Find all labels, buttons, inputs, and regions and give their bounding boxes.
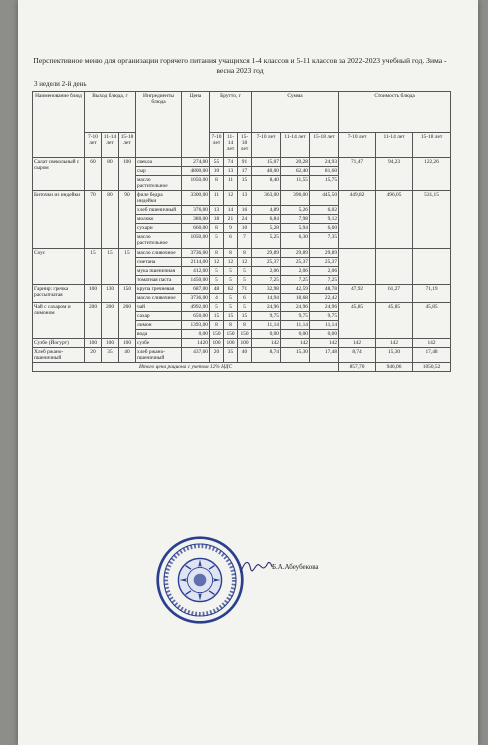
menu-table-body (33, 158, 451, 363)
ingredient-sum: 0,00 (281, 329, 310, 338)
ingredient-price: 412,00 (182, 266, 210, 275)
ingredient-price: 376,00 (182, 206, 210, 215)
ingredient-brutto: 10 (210, 167, 224, 176)
subheader-cell: 7-10 лет (252, 133, 281, 158)
dish-yield: 100 (85, 284, 102, 302)
dish-cost: 94,23 (376, 158, 413, 191)
ingredient-sum: 25,37 (281, 257, 310, 266)
ingredient-brutto: 40 (238, 348, 252, 363)
header-cost: Стоимость блюда (339, 92, 451, 133)
ingredient-brutto: 74 (224, 158, 238, 167)
ingredient-sum: 8,74 (252, 348, 281, 363)
ingredient-sum: 48,00 (252, 167, 281, 176)
dish-cost: 449,82 (339, 191, 376, 248)
ingredient-brutto: 20 (210, 348, 224, 363)
dish-name: Хлеб ржано-пшеничный (33, 348, 85, 363)
dish-yield: 15 (119, 248, 136, 284)
ingredient-brutto: 15 (238, 311, 252, 320)
dish-yield: 100 (119, 158, 136, 191)
ingredient-sum: 363,00 (252, 191, 281, 206)
total-value: 857,70 (339, 363, 376, 372)
signer-name: Б.А.Абеубекова (272, 563, 319, 571)
subheader-cell: 11-14 лет (224, 133, 238, 158)
dish-name: Салат свекольный с сыром (33, 158, 85, 191)
official-seal-stamp (155, 535, 245, 625)
subheader-cell: 11-14 лет (281, 133, 310, 158)
ingredient-sum: 5,94 (281, 224, 310, 233)
ingredient-brutto: 71 (238, 284, 252, 293)
dish-yield: 80 (102, 158, 119, 191)
ingredient-sum: 9,12 (310, 215, 339, 224)
dish-cost: 15,30 (376, 348, 413, 363)
dish-name: Сузбе (Йогурт) (33, 338, 85, 347)
ingredient-brutto: 5 (238, 275, 252, 284)
ingredient-brutto: 8 (224, 248, 238, 257)
ingredient-sum: 15,75 (310, 176, 339, 191)
ingredient-price: 687,00 (182, 284, 210, 293)
ingredient-name: чай (136, 302, 182, 311)
ingredient-sum: 7,25 (281, 275, 310, 284)
ingredient-brutto: 5 (210, 233, 224, 248)
ingredient-price: 1420 (182, 338, 210, 347)
ingredient-name: масло растительное (136, 176, 182, 191)
total-row (33, 363, 451, 372)
ingredient-sum: 2,06 (281, 266, 310, 275)
ingredient-sum: 62,40 (281, 167, 310, 176)
ingredient-sum: 24,96 (281, 302, 310, 311)
ingredient-sum: 25,37 (310, 257, 339, 266)
ingredient-brutto: 62 (224, 284, 238, 293)
ingredient-brutto: 6 (224, 233, 238, 248)
ingredient-brutto: 11 (224, 176, 238, 191)
dish-yield: 60 (85, 158, 102, 191)
dish-cost: 45,85 (413, 302, 451, 338)
ingredient-brutto: 15 (224, 311, 238, 320)
ingredient-brutto: 35 (224, 348, 238, 363)
header-price: Цена (182, 92, 210, 158)
dish-yield: 200 (85, 302, 102, 338)
ingredient-brutto: 5 (238, 266, 252, 275)
ingredient-brutto: 100 (224, 338, 238, 347)
ingredient-brutto: 15 (210, 311, 224, 320)
ingredient-sum: 2,06 (252, 266, 281, 275)
dish-cost: 142 (413, 338, 451, 347)
ingredient-price: 660,00 (182, 224, 210, 233)
ingredient-brutto: 48 (210, 284, 224, 293)
ingredient-sum: 4,89 (252, 206, 281, 215)
ingredient-sum: 22,42 (310, 293, 339, 302)
table-row (33, 191, 451, 206)
ingredient-sum: 396,00 (281, 191, 310, 206)
dish-cost: 496,05 (376, 191, 413, 248)
ingredient-brutto: 8 (238, 320, 252, 329)
ingredient-brutto: 8 (210, 320, 224, 329)
ingredient-sum: 48,78 (310, 284, 339, 293)
ingredient-price: 274,00 (182, 158, 210, 167)
dish-cost: 45,85 (339, 302, 376, 338)
dish-yield: 100 (102, 338, 119, 347)
ingredient-sum: 8,40 (252, 176, 281, 191)
total-value: 946,06 (376, 363, 413, 372)
ingredient-price: 2114,00 (182, 257, 210, 266)
header-dish: Наименование блюд (33, 92, 85, 158)
ingredient-sum: 24,96 (310, 302, 339, 311)
dish-cost: 142 (376, 338, 413, 347)
dish-yield: 35 (102, 348, 119, 363)
dish-name: Чай с сахаром и лимоном (33, 302, 85, 338)
ingredient-sum: 6,02 (310, 206, 339, 215)
ingredient-sum: 9,75 (310, 311, 339, 320)
ingredient-price: 1393,00 (182, 320, 210, 329)
ingredient-name: филе бедра индейки (136, 191, 182, 206)
dish-yield: 15 (85, 248, 102, 284)
ingredient-sum: 18,68 (281, 293, 310, 302)
menu-table (32, 91, 451, 372)
ingredient-sum: 6,30 (281, 233, 310, 248)
ingredient-sum: 9,75 (281, 311, 310, 320)
ingredient-brutto: 15 (238, 176, 252, 191)
ingredient-brutto: 13 (224, 167, 238, 176)
ingredient-brutto: 100 (210, 338, 224, 347)
ingredient-sum: 7,98 (281, 215, 310, 224)
dish-yield: 100 (119, 338, 136, 347)
ingredient-brutto: 13 (210, 206, 224, 215)
subheader-cell: 7-10 лет (339, 133, 376, 158)
ingredient-name: сметана (136, 257, 182, 266)
dish-cost (376, 248, 413, 284)
subheader-cell: 15-18 лет (310, 133, 339, 158)
ingredient-price: 3300,00 (182, 191, 210, 206)
table-header-row (33, 92, 451, 133)
table-subheader-row (33, 133, 451, 158)
table-row (33, 348, 451, 363)
header-ingredients: Ингредиенты блюда (136, 92, 182, 158)
ingredient-brutto: 13 (238, 191, 252, 206)
dish-cost: 71,19 (413, 284, 451, 302)
ingredient-brutto: 17 (238, 167, 252, 176)
dish-name: Гарнир: гречка рассыпчатая (33, 284, 85, 302)
dish-cost (413, 248, 451, 284)
document-subtitle: 3 недели 2-й день (34, 80, 87, 88)
table-row (33, 158, 451, 167)
dish-yield: 70 (85, 191, 102, 248)
ingredient-name: вода (136, 329, 182, 338)
ingredient-sum: 142 (281, 338, 310, 347)
ingredient-price: 4800,00 (182, 167, 210, 176)
ingredient-name: сузбе (136, 338, 182, 347)
ingredient-price: 0,00 (182, 329, 210, 338)
dish-yield: 150 (119, 284, 136, 302)
ingredient-brutto: 12 (224, 257, 238, 266)
dish-yield: 90 (119, 191, 136, 248)
dish-cost: 531,15 (413, 191, 451, 248)
table-row (33, 302, 451, 311)
ingredient-name: масло растительное (136, 233, 182, 248)
ingredient-name: крупа гречневая (136, 284, 182, 293)
ingredient-sum: 29,89 (252, 248, 281, 257)
dish-cost: 45,85 (376, 302, 413, 338)
ingredient-sum: 11,14 (281, 320, 310, 329)
ingredient-name: масло сливочное (136, 248, 182, 257)
ingredient-sum: 24,96 (252, 302, 281, 311)
dish-cost: 47,92 (339, 284, 376, 302)
ingredient-sum: 29,89 (281, 248, 310, 257)
header-brutto: Брутто, г (210, 92, 252, 133)
dish-cost: 142 (339, 338, 376, 347)
ingredient-brutto: 150 (238, 329, 252, 338)
ingredient-brutto: 5 (210, 302, 224, 311)
dish-cost: 17,48 (413, 348, 451, 363)
dish-cost: 8,74 (339, 348, 376, 363)
ingredient-sum: 5,25 (252, 233, 281, 248)
ingredient-sum: 0,00 (252, 329, 281, 338)
ingredient-brutto: 14 (224, 206, 238, 215)
ingredient-price: 4992,00 (182, 302, 210, 311)
ingredient-brutto: 9 (224, 224, 238, 233)
ingredient-price: 380,00 (182, 215, 210, 224)
subheader-cell: 15-18 лет (238, 133, 252, 158)
ingredient-price: 3736,00 (182, 248, 210, 257)
ingredient-name: лимон (136, 320, 182, 329)
ingredient-sum: 14,94 (252, 293, 281, 302)
subheader-cell: 7-10 лет (85, 133, 102, 158)
ingredient-sum: 142 (310, 338, 339, 347)
ingredient-brutto: 91 (238, 158, 252, 167)
dish-yield: 200 (102, 302, 119, 338)
ingredient-brutto: 24 (238, 215, 252, 224)
ingredient-sum: 7,35 (310, 233, 339, 248)
ingredient-sum: 25,37 (252, 257, 281, 266)
table-row (33, 338, 451, 347)
ingredient-brutto: 18 (210, 215, 224, 224)
dish-yield: 40 (119, 348, 136, 363)
ingredient-brutto: 5 (238, 302, 252, 311)
ingredient-sum: 11,55 (281, 176, 310, 191)
ingredient-name: хлеб пшеничный (136, 206, 182, 215)
ingredient-sum: 24,93 (310, 158, 339, 167)
ingredient-brutto: 5 (210, 266, 224, 275)
ingredient-brutto: 6 (238, 293, 252, 302)
ingredient-brutto: 12 (210, 257, 224, 266)
dish-yield: 130 (102, 284, 119, 302)
ingredient-sum: 29,89 (310, 248, 339, 257)
ingredient-sum: 15,07 (252, 158, 281, 167)
ingredient-brutto: 5 (224, 275, 238, 284)
ingredient-brutto: 100 (238, 338, 252, 347)
ingredient-brutto: 150 (224, 329, 238, 338)
dish-cost (339, 248, 376, 284)
ingredient-sum: 2,06 (310, 266, 339, 275)
ingredient-sum: 11,14 (310, 320, 339, 329)
total-label: Итого цена рациона с учетом 12% НДС (33, 363, 339, 372)
dish-cost: 61,27 (376, 284, 413, 302)
dish-name: Биточки из индейки (33, 191, 85, 248)
ingredient-brutto: 12 (224, 191, 238, 206)
ingredient-sum: 7,25 (252, 275, 281, 284)
subheader-cell: 11-14 лет (376, 133, 413, 158)
ingredient-price: 3736,00 (182, 293, 210, 302)
ingredient-brutto: 150 (210, 329, 224, 338)
ingredient-name: хлеб ржано-пшеничный (136, 348, 182, 363)
ingredient-brutto: 5 (224, 302, 238, 311)
ingredient-brutto: 21 (224, 215, 238, 224)
ingredient-brutto: 8 (210, 248, 224, 257)
header-yield: Выход блюда, г (85, 92, 136, 133)
ingredient-sum: 7,25 (310, 275, 339, 284)
ingredient-brutto: 5 (210, 275, 224, 284)
subheader-cell: 11-14 лет (102, 133, 119, 158)
ingredient-sum: 6,84 (252, 215, 281, 224)
ingredient-price: 1050,00 (182, 233, 210, 248)
ingredient-brutto: 7 (238, 233, 252, 248)
ingredient-price: 437,00 (182, 348, 210, 363)
ingredient-brutto: 55 (210, 158, 224, 167)
dish-yield: 15 (102, 248, 119, 284)
ingredient-brutto: 12 (238, 257, 252, 266)
ingredient-price: 650,00 (182, 311, 210, 320)
dish-yield: 80 (102, 191, 119, 248)
ingredient-brutto: 16 (238, 206, 252, 215)
dish-cost: 122,26 (413, 158, 451, 191)
ingredient-sum: 15,30 (281, 348, 310, 363)
dish-name: Соус (33, 248, 85, 284)
ingredient-sum: 142 (252, 338, 281, 347)
ingredient-sum: 42,59 (281, 284, 310, 293)
handwritten-signature (238, 556, 274, 578)
ingredient-sum: 445,50 (310, 191, 339, 206)
ingredient-sum: 5,28 (252, 224, 281, 233)
ingredient-name: мука пшеничная (136, 266, 182, 275)
ingredient-name: сыр (136, 167, 182, 176)
document-title: Перспективное меню для организации горячего питания учащихся 1-4 классов и 5-11 классов за 2022-2023 учебный год. Зима - весна 2023 год (33, 56, 447, 75)
ingredient-price: 1450,00 (182, 275, 210, 284)
ingredient-sum: 9,75 (252, 311, 281, 320)
ingredient-brutto: 10 (238, 224, 252, 233)
ingredient-name: томатная паста (136, 275, 182, 284)
ingredient-sum: 5,26 (281, 206, 310, 215)
dish-yield: 100 (85, 338, 102, 347)
ingredient-sum: 81,60 (310, 167, 339, 176)
ingredient-brutto: 8 (210, 176, 224, 191)
ingredient-brutto: 8 (210, 224, 224, 233)
header-sum: Сумма (252, 92, 339, 133)
total-value: 1050,52 (413, 363, 451, 372)
dish-yield: 200 (119, 302, 136, 338)
ingredient-brutto: 5 (224, 293, 238, 302)
ingredient-name: сухари (136, 224, 182, 233)
ingredient-sum: 0,00 (310, 329, 339, 338)
ingredient-sum: 6,60 (310, 224, 339, 233)
ingredient-name: сахар (136, 311, 182, 320)
ingredient-brutto: 8 (238, 248, 252, 257)
ingredient-sum: 17,48 (310, 348, 339, 363)
ingredient-brutto: 11 (210, 191, 224, 206)
table-row (33, 248, 451, 257)
subheader-cell: 7-10 лет (210, 133, 224, 158)
dish-yield: 20 (85, 348, 102, 363)
ingredient-sum: 20,28 (281, 158, 310, 167)
dish-cost: 71,47 (339, 158, 376, 191)
table-row (33, 284, 451, 293)
ingredient-sum: 32,98 (252, 284, 281, 293)
ingredient-name: молоко (136, 215, 182, 224)
ingredient-sum: 11,14 (252, 320, 281, 329)
ingredient-name: масло сливочное (136, 293, 182, 302)
ingredient-brutto: 4 (210, 293, 224, 302)
ingredient-brutto: 5 (224, 266, 238, 275)
ingredient-brutto: 8 (224, 320, 238, 329)
subheader-cell: 15-18 лет (413, 133, 451, 158)
ingredient-price: 1050,00 (182, 176, 210, 191)
subheader-cell: 15-18 лет (119, 133, 136, 158)
ingredient-name: свекла (136, 158, 182, 167)
